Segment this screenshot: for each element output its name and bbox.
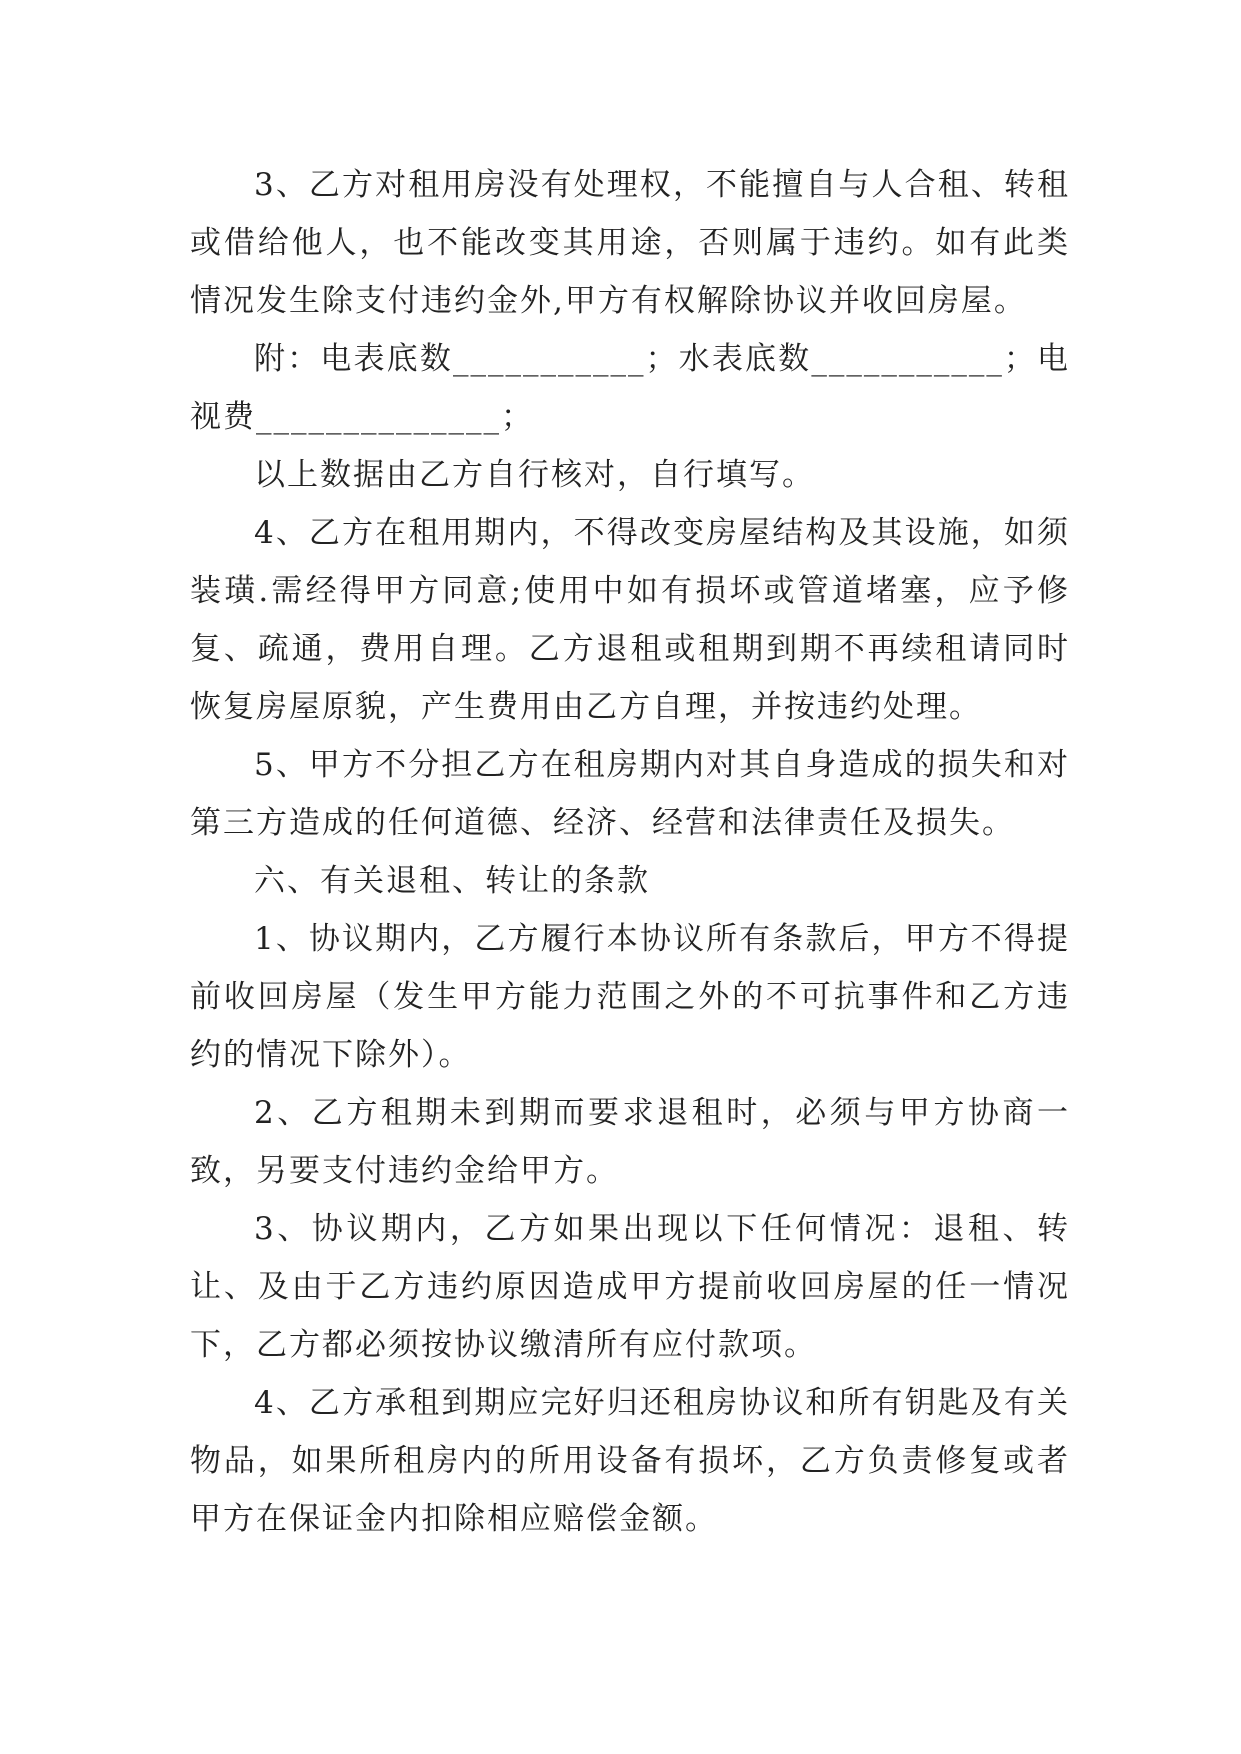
paragraph-termination-clause-3: 3、协议期内，乙方如果出现以下任何情况：退租、转让、及由于乙方违约原因造成甲方提前收回房屋的任一情况下，乙方都必须按协议缴清所有应付款项。: [190, 1211, 1070, 1363]
paragraph-clause-5-liability: 5、甲方不分担乙方在租房期内对其自身造成的损失和对第三方造成的任何道德、经济、经营和法律责任及损失。: [190, 747, 1070, 841]
section-heading-termination-transfer: 六、有关退租、转让的条款: [254, 863, 650, 899]
paragraph-meter-readings: 附：电表底数___________；水表底数___________；电视费______________；: [190, 341, 1070, 435]
paragraph-clause-4-structure: 4、乙方在租用期内，不得改变房屋结构及其设施，如须装璜.需经得甲方同意;使用中如有损坏或管道堵塞，应予修复、疏通，费用自理。乙方退租或租期到期不再续租请同时恢复房屋原貌，产生费用由乙方自理，并按违约处理。: [190, 515, 1070, 725]
paragraph-termination-clause-1: 1、协议期内，乙方履行本协议所有条款后，甲方不得提前收回房屋（发生甲方能力范围之外的不可抗事件和乙方违约的情况下除外）。: [190, 921, 1070, 1073]
paragraph-self-check-note: 以上数据由乙方自行核对，自行填写。: [254, 457, 815, 493]
paragraph-clause-3-sublease: 3、乙方对租用房没有处理权，不能擅自与人合租、转租或借给他人，也不能改变其用途，否则属于违约。如有此类情况发生除支付违约金外,甲方有权解除协议并收回房屋。: [190, 167, 1070, 319]
document-body: [190, 156, 1070, 1548]
paragraph-termination-clause-2: 2、乙方租期未到期而要求退租时，必须与甲方协商一致，另要支付违约金给甲方。: [190, 1095, 1070, 1189]
paragraph-termination-clause-4: 4、乙方承租到期应完好归还租房协议和所有钥匙及有关物品，如果所租房内的所用设备有损坏，乙方负责修复或者甲方在保证金内扣除相应赔偿金额。: [190, 1385, 1070, 1537]
